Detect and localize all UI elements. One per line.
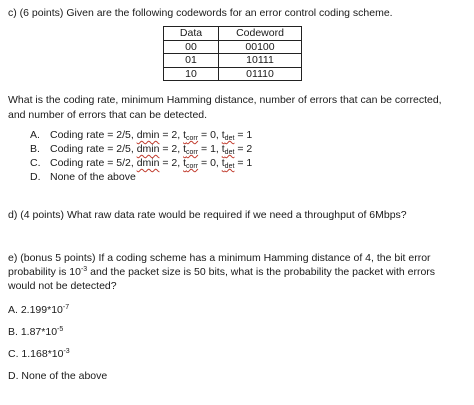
table-header-data: Data [164, 27, 219, 41]
answer-d: D. None of the above [8, 370, 108, 382]
part-c-header: c) (6 points) Given are the following codewords for an error control coding scheme. [8, 7, 393, 19]
table-cell-codeword: 01110 [219, 67, 302, 81]
table-header-codeword: Codeword [219, 27, 302, 41]
question-c-line2: and number of errors that can be detected. [8, 109, 208, 121]
answer-c: C. $1.168*10^{-3}$ [8, 348, 70, 360]
codeword-table [163, 26, 302, 81]
part-e-line1: e) (bonus 5 points) If a coding scheme has a minimum Hamming distance of 4, the bit error [8, 252, 431, 264]
answer-b: B. $1.87*10^{-5}$ [8, 326, 64, 338]
part-d-question: d) (4 points) What raw data rate would be required if we need a throughput of 6Mbps? [8, 209, 407, 221]
table-cell-data: 10 [164, 67, 219, 81]
option-c: C. Coding rate = 5/2, dmin = 2, $t_{corr} = 0$, $t_{det} = 1$ [30, 157, 253, 170]
part-e-line2: probability is $10^{-3}$ and the packet size is 50 bits, what is the probability the packet with errors [8, 266, 436, 278]
answer-a: A. $2.199*10^{-7}$ [8, 304, 70, 316]
table-cell-data: 01 [164, 54, 219, 68]
table-row [164, 54, 302, 68]
table-header-row [164, 27, 302, 41]
table-cell-codeword: 00100 [219, 40, 302, 54]
option-b: B. Coding rate = 2/5, dmin = 2, $t_{corr} = 1$, $t_{det} = 2$ [30, 143, 253, 156]
option-a: A. Coding rate = 2/5, dmin = 2, $t_{corr} = 0$, $t_{det} = 1$ [30, 129, 253, 142]
part-e-line3: would not be detected? [8, 280, 117, 292]
option-d: D. None of the above [30, 171, 136, 183]
table-cell-codeword: 10111 [219, 54, 302, 68]
table-cell-data: 00 [164, 40, 219, 54]
table-row [164, 67, 302, 81]
question-c-line1: What is the coding rate, minimum Hamming distance, number of errors that can be corrected, [8, 94, 442, 106]
table-row [164, 40, 302, 54]
